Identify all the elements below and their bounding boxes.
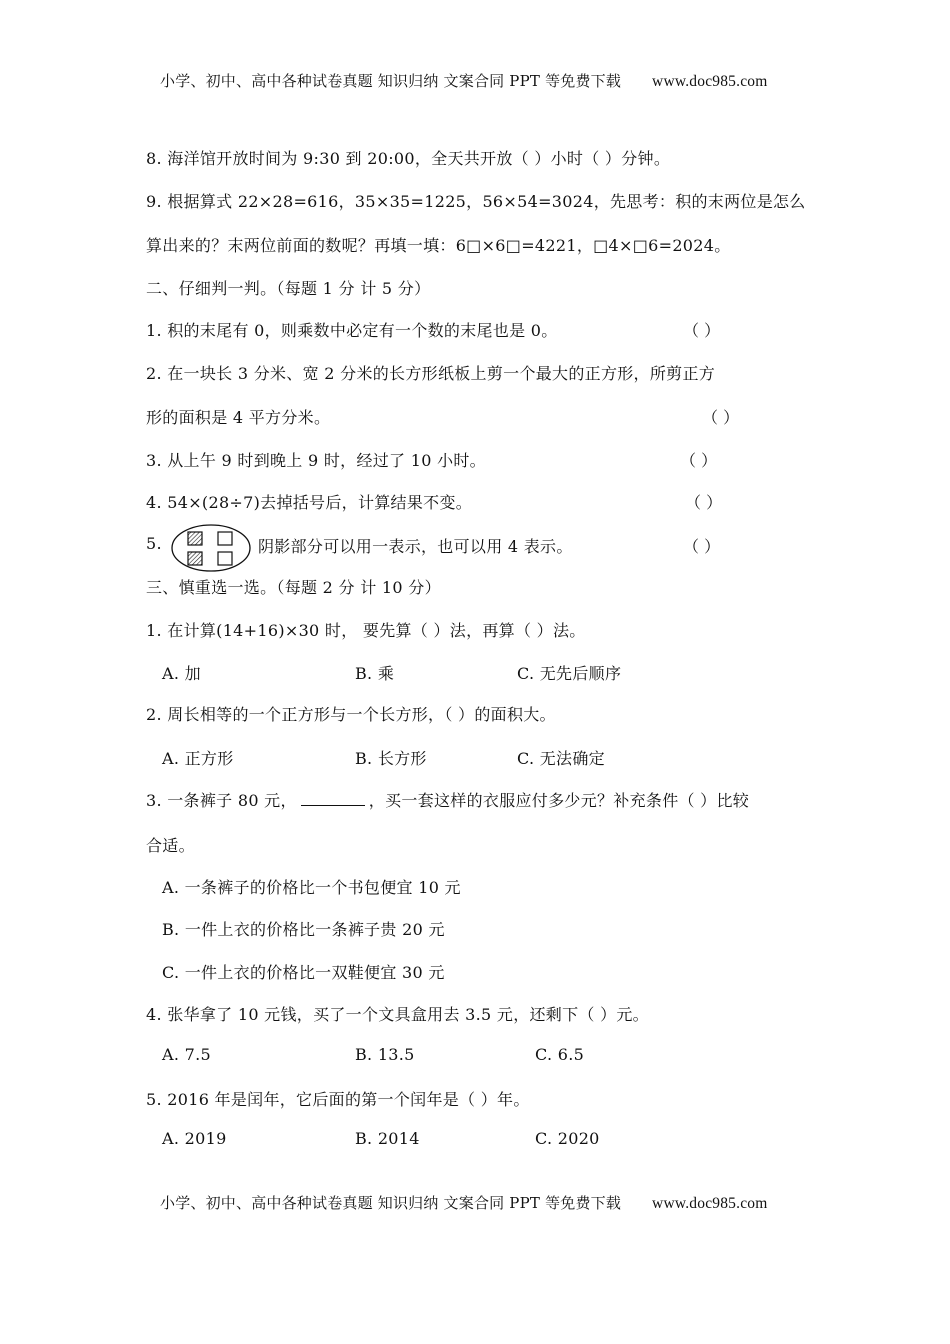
choice-1-option-a: A. 加 [162,664,201,683]
header-banner [160,70,768,91]
section-3-title: 三、慎重选一选。（每题 2 分 计 10 分） [146,578,441,597]
fill-blank-line [301,791,365,806]
choice-3-option-a: A. 一条裤子的价格比一个书包便宜 10 元 [162,878,461,897]
empty-square-top-right [218,532,232,545]
judge-question-1: 1. 积的末尾有 0，则乘数中必定有一个数的末尾也是 0。 [146,321,558,340]
shaded-square-bottom-left [188,552,202,565]
question-1-8: 8. 海洋馆开放时间为 9:30 到 20:00，全天共开放（ ）小时（ ）分钟。 [146,149,671,168]
choice-question-2: 2. 周长相等的一个正方形与一个长方形，（ ）的面积大。 [146,705,556,724]
choice-5-option-b: B. 2014 [355,1129,420,1148]
choice-1-option-b: B. 乘 [355,664,395,683]
choice-4-option-a: A. 7.5 [162,1045,211,1064]
choice-1-option-c: C. 无先后顺序 [517,664,622,683]
choice-question-3-line2: 合适。 [146,836,195,855]
section-2-title: 二、仔细判一判。（每题 1 分 计 5 分） [146,279,431,298]
judge-question-5-number: 5. [146,534,162,553]
ellipse-outline [172,525,250,571]
footer-text: 小学、初中、高中各种试卷真题 知识归纳 文案合同 PPT 等免费下载 [160,1194,622,1212]
judge-question-5-text: 阴影部分可以用一表示，也可以用 4 表示。 [258,537,573,556]
choice-3-suffix: ，买一套这样的衣服应付多少元？补充条件（ ）比较 [368,791,750,810]
judge-answer-5: （ ） [683,537,721,556]
choice-question-4: 4. 张华拿了 10 元钱，买了一个文具盒用去 3.5 元，还剩下（ ）元。 [146,1005,649,1024]
choice-4-option-b: B. 13.5 [355,1045,415,1064]
judge-question-2-line1: 2. 在一块长 3 分米、宽 2 分米的长方形纸板上剪一个最大的正方形，所剪正方 [146,364,716,383]
choice-4-option-c: C. 6.5 [535,1045,585,1064]
choice-5-option-c: C. 2020 [535,1129,600,1148]
header-text: 小学、初中、高中各种试卷真题 知识归纳 文案合同 PPT 等免费下载 [160,72,622,90]
judge-question-3: 3. 从上午 9 时到晚上 9 时，经过了 10 小时。 [146,451,486,470]
judge-answer-2: （ ） [702,408,740,427]
judge-answer-1: （ ） [683,321,721,340]
judge-answer-4: （ ） [685,493,723,512]
question-1-9-line2: 算出来的？末两位前面的数呢？再填一填：6□×6□=4221，□4×□6=2024。 [146,236,731,255]
choice-3-prefix: 3. 一条裤子 80 元， [146,791,297,810]
judge-answer-3: （ ） [680,451,718,470]
choice-question-5: 5. 2016 年是闰年，它后面的第一个闰年是（ ）年。 [146,1090,530,1109]
choice-5-option-a: A. 2019 [162,1129,227,1148]
choice-3-option-b: B. 一件上衣的价格比一条裤子贵 20 元 [162,920,445,939]
question-1-9-line1: 9. 根据算式 22×28=616，35×35=1225，56×54=3024，先思考：积的末两位是怎么 [146,192,806,211]
footer-banner [160,1192,768,1213]
choice-2-option-a: A. 正方形 [162,749,234,768]
choice-2-option-c: C. 无法确定 [517,749,605,768]
empty-square-bottom-right [218,552,232,565]
choice-3-option-c: C. 一件上衣的价格比一双鞋便宜 30 元 [162,963,445,982]
choice-question-3-line1 [146,788,749,811]
choice-2-option-b: B. 长方形 [355,749,427,768]
shaded-squares-figure [170,523,252,573]
judge-question-4: 4. 54×(28÷7)去掉括号后，计算结果不变。 [146,493,473,512]
judge-question-2-line2: 形的面积是 4 平方分米。 [146,408,331,427]
shaded-square-top-left [188,532,202,545]
header-site-link[interactable]: www.doc985.com [652,73,768,90]
footer-site-link[interactable]: www.doc985.com [652,1195,768,1212]
choice-question-1: 1. 在计算(14+16)×30 时， 要先算（ ）法，再算（ ）法。 [146,621,586,640]
